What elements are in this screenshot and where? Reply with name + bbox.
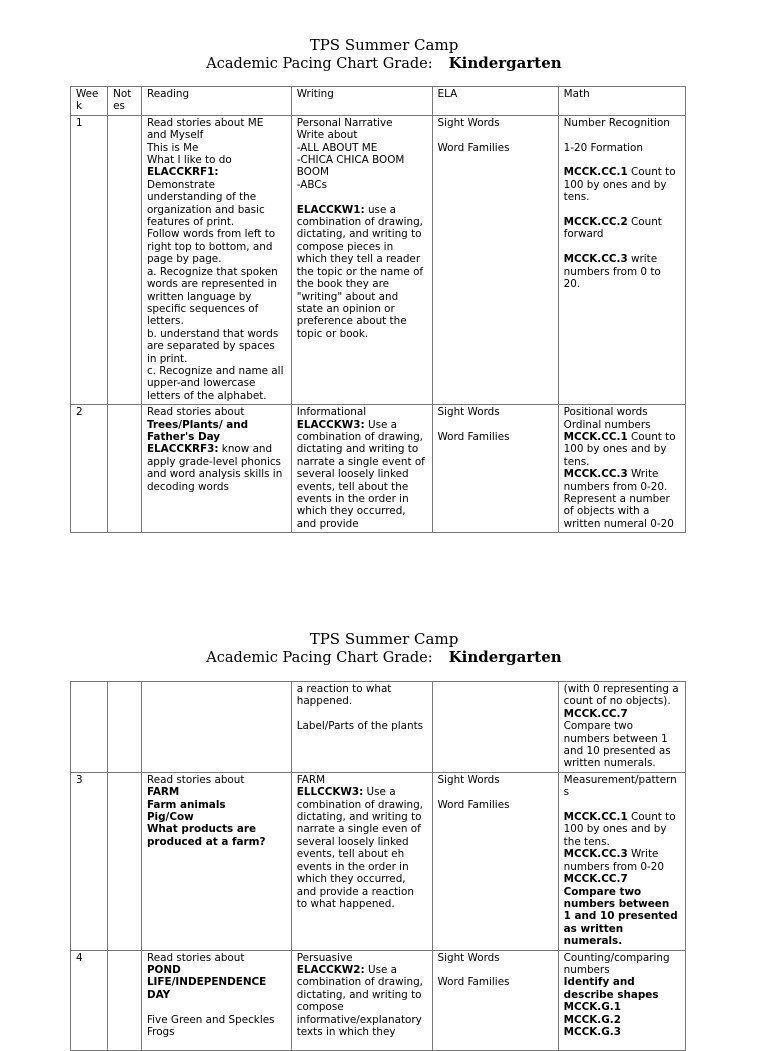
math-text: Count to 100 by ones and by the tens.: [563, 811, 676, 848]
notes-cell: [108, 682, 142, 773]
reading-text: Five Green and Speckles Frogs: [146, 1013, 275, 1038]
math-text: Count forward: [563, 216, 662, 241]
reading-text: Demonstrate understanding of the organization and basic features of print. Follow words from left to right top to bottom, and page by page. a. Recognize that spoken words are represented in written language by specific sequences of letters. b. understand that words are separated by spaces in print. c. Recognize and name all upper-and lowercase letters of the alphabet.: [146, 178, 284, 402]
ela-cell: [432, 682, 558, 773]
reading-intro: Read stories about: [146, 773, 245, 786]
column-header-reading: Reading: [141, 87, 291, 116]
writing-intro: Informational: [296, 406, 367, 419]
column-header-notes: Notes: [108, 87, 142, 116]
ela-cell: [432, 115, 558, 404]
math-text: Write numbers from 0-20. Represent a number of objects with a written numeral 0-20: [563, 468, 674, 530]
week-cell: 4: [71, 950, 108, 1050]
math-text: Compare two numbers between 1 and 10 presented as written numerals.: [563, 720, 671, 770]
standard-code: ELACCKRF1:: [146, 166, 219, 179]
ela-cell: [432, 772, 558, 950]
ela-cell: [432, 950, 558, 1050]
ela-cell: [432, 405, 558, 533]
page-header: [0, 630, 768, 667]
writing-cell: [291, 772, 432, 950]
ela-text: Sight Words Word Families: [437, 406, 510, 443]
math-intro: Counting/comparing numbers: [563, 951, 670, 976]
writing-text: Use a combination of drawing, dictating, and writing to compose informative/explanatory texts in which they: [296, 963, 423, 1038]
page-title: TPS Summer Camp: [309, 36, 459, 54]
writing-cell: [291, 405, 432, 533]
ela-text: Sight Words Word Families: [437, 116, 510, 154]
math-cell: [558, 682, 685, 773]
table-row: [71, 772, 686, 950]
week-cell: 2: [71, 405, 108, 533]
reading-intro: Read stories about: [146, 406, 245, 419]
table-row: [71, 115, 686, 404]
ela-text: Sight Words Word Families: [437, 773, 510, 811]
standard-code: MCCK.CC.7: [563, 873, 628, 886]
math-text: write numbers from 0 to 20.: [563, 253, 661, 291]
grade-value: Kindergarten: [448, 648, 562, 666]
standard-code: ELACCKW1:: [296, 203, 365, 216]
writing-cell: [291, 950, 432, 1050]
math-text: Write numbers from 0-20: [563, 848, 664, 873]
standard-code: ELACCKW3:: [296, 418, 365, 431]
notes-cell: [108, 405, 142, 533]
standard-code: MCCK.CC.1: [563, 430, 628, 443]
table-row: [71, 682, 686, 773]
standard-code: ELACCKRF3:: [146, 443, 219, 456]
reading-topic: POND LIFE/INDEPENDENCE DAY: [146, 963, 267, 1001]
reading-topic: Trees/Plants/ and Father's Day: [146, 418, 249, 443]
notes-cell: [108, 115, 142, 404]
table-row: [71, 950, 686, 1050]
page-subtitle: [0, 54, 768, 73]
writing-text: Use a combination of drawing, dictating and writing to narrate a single event of several loosely linked events, tell about the events in the order in which they occurred, and provide: [296, 418, 425, 530]
notes-cell: [108, 950, 142, 1050]
reading-intro: Read stories about ME and Myself This is Me What I like to do: [146, 116, 264, 167]
math-cell: [558, 405, 685, 533]
math-text: (with 0 representing a count of no objects).: [563, 683, 679, 708]
page-title: TPS Summer Camp: [309, 630, 459, 648]
standard-code: MCCK.CC.2: [563, 216, 628, 229]
standard-code: MCCK.CC.3: [563, 848, 628, 861]
standard-code: MCCK.CC.1: [563, 811, 628, 824]
standard-code: ELACCKW2:: [296, 963, 365, 976]
table-row: [71, 405, 686, 533]
writing-cell: [291, 115, 432, 404]
writing-text: use a combination of drawing, dictating, and writing to compose pieces in which they tell a reader the topic or the name of the book they are "writing" about and state an opinion or preference about the topic or book.: [296, 203, 424, 340]
reading-cell: [141, 772, 291, 950]
math-text: Compare two numbers between 1 and 10 presented as written numerals.: [563, 885, 678, 948]
writing-intro: FARM: [296, 773, 326, 786]
math-text: Count to 100 by ones and by tens.: [563, 166, 676, 204]
reading-topic: FARM Farm animals Pig/Cow What products are produced at a farm?: [146, 786, 266, 848]
column-header-math: Math: [558, 87, 685, 116]
subtitle-text: Academic Pacing Chart Grade:: [206, 56, 433, 72]
math-cell: [558, 772, 685, 950]
reading-cell: [141, 115, 291, 404]
math-intro: Measurement/patterns: [563, 773, 677, 799]
writing-cell: [291, 682, 432, 773]
standard-code: MCCK.CC.3: [563, 253, 628, 266]
page-header: [0, 36, 768, 73]
standard-code: MCCK.CC.3: [563, 468, 628, 481]
standard-code: ELLCCKW3:: [296, 786, 364, 799]
writing-text: Use a combination of drawing, dictating, and writing to narrate a single even of several loosely linked events, tell about eh events in the order in which they occurred, and provide a reaction to what happened.: [296, 786, 423, 910]
column-header-week: Week: [71, 87, 108, 116]
pacing-table: [70, 86, 686, 533]
writing-intro: Personal Narrative Write about -ALL ABOUT ME -CHICA CHICA BOOM BOOM -ABCs: [296, 116, 405, 191]
column-header-ela: ELA: [432, 87, 558, 116]
grade-value: Kindergarten: [448, 54, 562, 72]
subtitle-text: Academic Pacing Chart Grade:: [206, 650, 433, 666]
math-text: Identify and describe shapes MCCK.G.1 MCCK.G.2 MCCK.G.3: [563, 976, 659, 1038]
math-text: Count to 100 by ones and by tens.: [563, 430, 676, 468]
ela-text: Sight Words Word Families: [437, 951, 510, 989]
standard-code: MCCK.CC.7: [563, 707, 628, 720]
reading-text: know and apply grade-level phonics and word analysis skills in decoding words: [146, 443, 283, 493]
writing-intro: Persuasive: [296, 951, 353, 964]
reading-cell: [141, 682, 291, 773]
week-cell: [71, 682, 108, 773]
table-header-row: [71, 87, 686, 116]
week-cell: 3: [71, 772, 108, 950]
reading-cell: [141, 950, 291, 1050]
reading-cell: [141, 405, 291, 533]
math-intro: Number Recognition 1-20 Formation: [563, 116, 670, 154]
writing-text: a reaction to what happened. Label/Parts of the plants: [296, 683, 424, 733]
week-cell: 1: [71, 115, 108, 404]
math-cell: [558, 950, 685, 1050]
reading-intro: Read stories about: [146, 951, 245, 964]
math-cell: [558, 115, 685, 404]
column-header-writing: Writing: [291, 87, 432, 116]
standard-code: MCCK.CC.1: [563, 166, 628, 179]
page-subtitle: [0, 648, 768, 667]
notes-cell: [108, 772, 142, 950]
math-intro: Positional words Ordinal numbers: [563, 406, 651, 431]
pacing-table-continued: [70, 681, 686, 1051]
